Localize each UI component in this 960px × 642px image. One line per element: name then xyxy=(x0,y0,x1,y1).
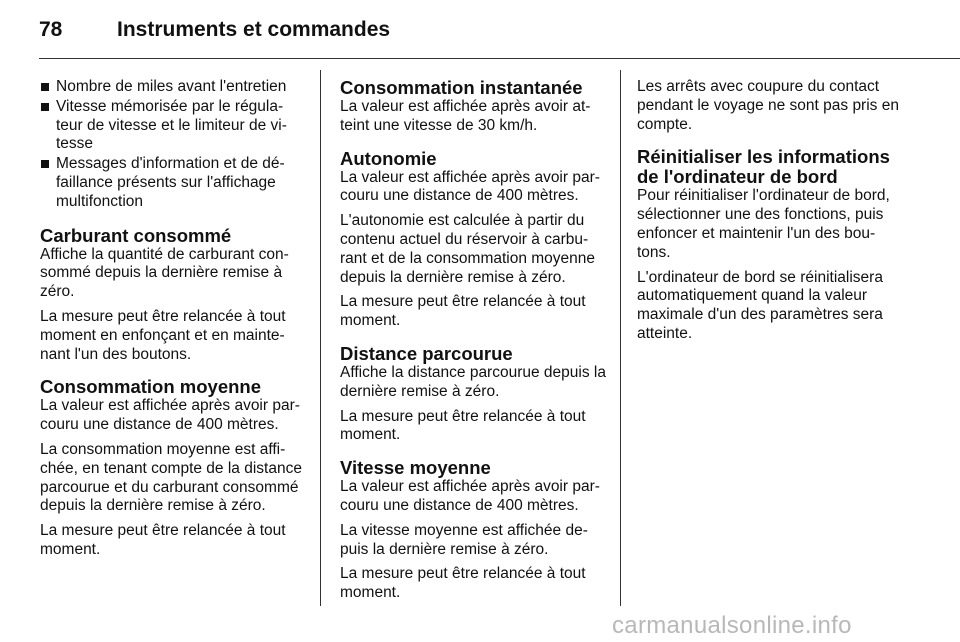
column-divider-right xyxy=(620,70,621,606)
bullet-list xyxy=(40,78,302,212)
section-heading-average-speed: Vitesse moyenne xyxy=(340,457,491,479)
paragraph: La mesure peut être relancée à tout moment en enfonçant et en mainte-nant l'un des boutons. xyxy=(40,307,286,363)
paragraph: La mesure peut être relancée à tout moment. xyxy=(340,293,586,330)
square-bullet-icon xyxy=(41,83,49,91)
list-item: Messages d'information et de dé-faillance présents sur l'affichage multifonction xyxy=(40,155,302,211)
paragraph: La valeur est affichée après avoir at-teint une vitesse de 30 km/h. xyxy=(340,98,591,134)
paragraph: La valeur est affichée après avoir par-couru une distance de 400 mètres. xyxy=(40,397,300,434)
column-middle xyxy=(340,78,608,609)
column-right xyxy=(637,78,907,350)
paragraph: La valeur est affichée après avoir par-couru une distance de 400 mètres. xyxy=(340,478,600,514)
page-header xyxy=(0,0,960,58)
list-item: Vitesse mémorisée par le régula-teur de vitesse et le limiteur de vi-tesse xyxy=(40,98,302,154)
section-heading-average-consumption: Consommation moyenne xyxy=(40,376,261,398)
page-title: Instruments et commandes xyxy=(117,18,391,41)
column-divider-left xyxy=(320,70,321,606)
paragraph: Pour réinitialiser l'ordinateur de bord, sélectionner une des fonctions, puis enfoncer et maintenir l'un des bou-tons. xyxy=(637,187,890,261)
paragraph: La consommation moyenne est affi-chée, en tenant compte de la distance parcourue et du carburant consommé depuis la dernière remise à zéro. xyxy=(40,440,302,515)
section-heading-instant-consumption: Consommation instantanée xyxy=(340,77,583,98)
paragraph: La mesure peut être relancée à tout moment. xyxy=(340,565,586,602)
paragraph: La valeur est affichée après avoir par-couru une distance de 400 mètres. xyxy=(340,168,600,205)
header-divider xyxy=(39,58,960,59)
column-left xyxy=(40,78,302,566)
page-number: 78 xyxy=(39,18,63,41)
square-bullet-icon xyxy=(41,160,49,168)
paragraph: La mesure peut être relancée à tout moment. xyxy=(40,522,286,558)
section-heading-reset: Réinitialiser les informations de l'ordinateur de bord xyxy=(637,146,890,188)
paragraph: Affiche la quantité de carburant con-sommé depuis la dernière remise à zéro. xyxy=(40,245,289,301)
section-heading-distance: Distance parcourue xyxy=(340,342,513,364)
paragraph: La mesure peut être relancée à tout moment. xyxy=(340,407,586,444)
paragraph: L'ordinateur de bord se réinitialisera automatiquement quand la valeur maximale d'un des paramètres sera atteinte. xyxy=(637,268,883,342)
section-heading-fuel-used: Carburant consommé xyxy=(40,224,232,246)
paragraph: La vitesse moyenne est affichée de-puis la dernière remise à zéro. xyxy=(340,521,588,558)
paragraph: Affiche la distance parcourue depuis la dernière remise à zéro. xyxy=(340,363,606,400)
square-bullet-icon xyxy=(41,103,49,111)
paragraph: Les arrêts avec coupure du contact pendant le voyage ne sont pas pris en compte. xyxy=(637,78,899,133)
paragraph: L'autonomie est calculée à partir du contenu actuel du réservoir à carbu-rant et de la consommation moyenne depuis la dernière remise à zéro. xyxy=(340,212,596,286)
section-heading-range: Autonomie xyxy=(340,147,437,169)
list-item: Nombre de miles avant l'entretien xyxy=(40,78,302,97)
watermark: carmanualsonline.info xyxy=(612,612,852,639)
